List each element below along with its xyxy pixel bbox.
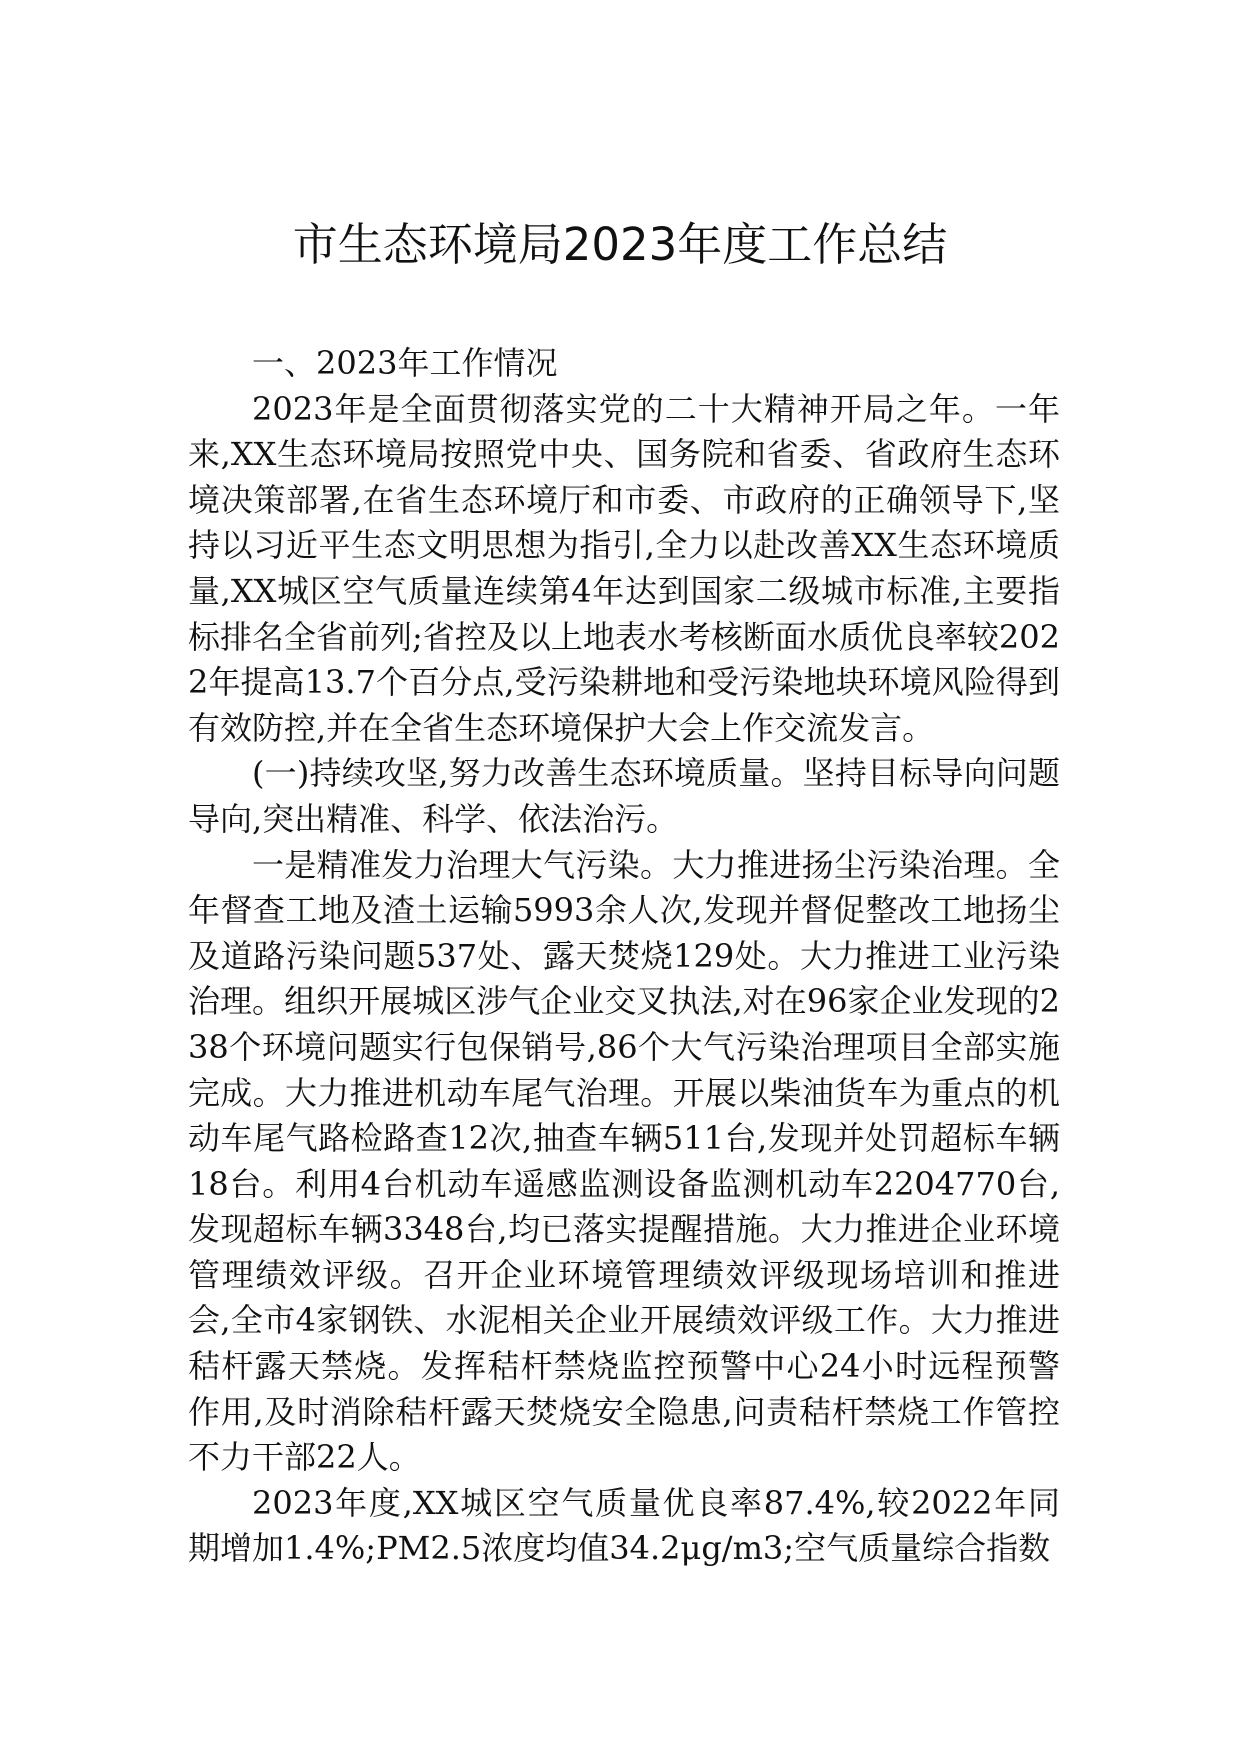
paragraph: 2023年度,XX城区空气质量优良率87.4%,较2022年同期增加1.4%;PM2.5浓度均值34.2μg/m3;空气质量综合指数 [188, 1483, 1060, 1568]
paragraph: (一)持续攻坚,努力改善生态环境质量。坚持目标导向问题导向,突出精准、科学、依法治污。 [188, 754, 1060, 838]
paragraph: 一是精准发力治理大气污染。大力推进扬尘污染治理。全年督查工地及渣土运输5993余人次,发现并督促整改工地扬尘及道路污染问题537处、露天焚烧129处。大力推进工业污染治理。组织开展城区涉气企业交叉执法,对在96家企业发现的238个环境问题实行包保销号,86个大气污染治理项目全部实施完成。大力推进机动车尾气治理。开展以柴油货车为重点的机动车尾气路检路查12次,抽查车辆511台,发现并处罚超标车辆18台。利用4台机动车遥感监测设备监测机动车2204770台,发现超标车辆3348台,均已落实提醒措施。大力推进企业环境管理绩效评级。召开企业环境管理绩效评级现场培训和推进会,全市4家钢铁、水泥相关企业开展绩效评级工作。大力推进秸杆露天禁烧。发挥秸杆禁烧监控预警中心24小时远程预警作用,及时消除秸杆露天焚烧安全隐患,问责秸杆禁烧工作管控不力干部22人。 [188, 845, 1060, 1477]
section-heading: 一、2023年工作情况 [252, 344, 558, 382]
paragraph: 2023年是全面贯彻落实党的二十大精神开局之年。一年来,XX生态环境局按照党中央、国务院和省委、省政府生态环境决策部署,在省生态环境厅和市委、市政府的正确领导下,坚持以习近平生态文明思想为指引,全力以赴改善XX生态环境质量,XX城区空气质量连续第4年达到国家二级城市标准,主要指标排名全省前列;省控及以上地表水考核断面水质优良率较2022年提高13.7个百分点,受污染耕地和受污染地块环境风险得到有效防控,并在全省生态环境保护大会上作交流发言。 [188, 389, 1060, 747]
document-body [188, 341, 1060, 1572]
document-title: 市生态环境局2023年度工作总结 [292, 218, 948, 271]
